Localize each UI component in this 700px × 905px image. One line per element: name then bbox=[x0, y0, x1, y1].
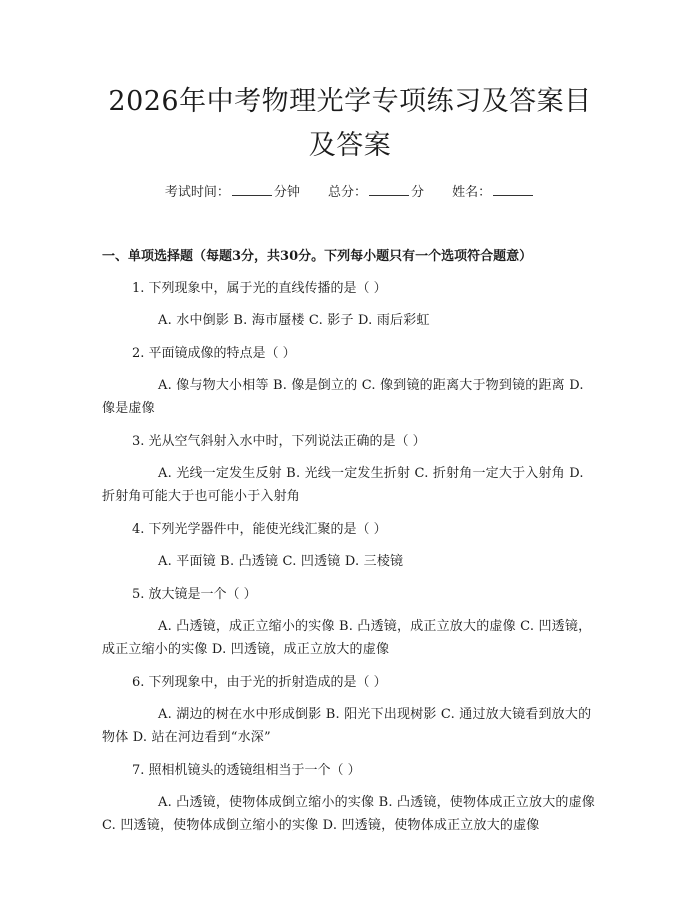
question-options: A. 像与物大小相等 B. 像是倒立的 C. 像到镜的距离大于物到镜的距离 D. 像是虚像 bbox=[102, 378, 584, 416]
student-name-label: 姓名： bbox=[452, 185, 492, 200]
page-title: 2026年中考物理光学专项练习及答案目及答案 bbox=[108, 86, 592, 161]
exam-time-label: 考试时间： bbox=[164, 185, 230, 200]
question-options: A. 光线一定发生反射 B. 光线一定发生折射 C. 折射角一定大于入射角 D. 折射角可能大于也可能小于入射角 bbox=[102, 466, 584, 504]
question-item bbox=[102, 432, 598, 508]
question-options: A. 平面镜 B. 凸透镜 C. 凹透镜 D. 三棱镜 bbox=[158, 554, 404, 569]
question-stem: 7. 照相机镜头的透镜组相当于一个（ ） bbox=[132, 763, 361, 778]
student-name-group bbox=[452, 182, 535, 203]
section-heading: 一、单项选择题（每题3分，共30分。下列每小题只有一个选项符合题意） bbox=[102, 249, 533, 264]
question-item bbox=[102, 585, 598, 661]
question-options: A. 凸透镜，使物体成倒立缩小的实像 B. 凸透镜，使物体成正立放大的虚像 C. 凹透镜，使物体成倒立缩小的实像 D. 凹透镜，使物体成正立放大的虚像 bbox=[102, 795, 596, 833]
total-score-unit: 分 bbox=[411, 185, 425, 200]
total-score-label: 总分： bbox=[327, 185, 367, 200]
exam-info-line bbox=[102, 182, 598, 203]
question-stem: 1. 下列现象中，属于光的直线传播的是（ ） bbox=[132, 281, 387, 296]
question-stem: 2. 平面镜成像的特点是（ ） bbox=[132, 346, 296, 361]
question-stem: 5. 放大镜是一个（ ） bbox=[132, 587, 257, 602]
question-item bbox=[102, 761, 598, 837]
question-stem: 6. 下列现象中，由于光的折射造成的是（ ） bbox=[132, 675, 387, 690]
question-item bbox=[102, 520, 598, 573]
exam-time-blank bbox=[232, 182, 272, 196]
question-options: A. 水中倒影 B. 海市蜃楼 C. 影子 D. 雨后彩虹 bbox=[158, 313, 430, 328]
question-item bbox=[102, 673, 598, 749]
exam-time-group bbox=[165, 182, 300, 203]
question-stem: 3. 光从空气斜射入水中时，下列说法正确的是（ ） bbox=[132, 434, 426, 449]
exam-time-unit: 分钟 bbox=[273, 185, 300, 200]
total-score-group bbox=[328, 182, 424, 203]
question-options: A. 湖边的树在水中形成倒影 B. 阳光下出现树影 C. 通过放大镜看到放大的物体 D. 站在河边看到“水深” bbox=[102, 707, 592, 745]
question-options: A. 凸透镜，成正立缩小的实像 B. 凸透镜，成正立放大的虚像 C. 凹透镜，成正立缩小的实像 D. 凹透镜，成正立放大的虚像 bbox=[102, 619, 592, 657]
question-stem: 4. 下列光学器件中，能使光线汇聚的是（ ） bbox=[132, 522, 387, 537]
question-item bbox=[102, 344, 598, 420]
student-name-blank bbox=[493, 182, 533, 196]
question-list bbox=[102, 279, 598, 837]
total-score-blank bbox=[369, 182, 409, 196]
question-item bbox=[102, 279, 598, 332]
